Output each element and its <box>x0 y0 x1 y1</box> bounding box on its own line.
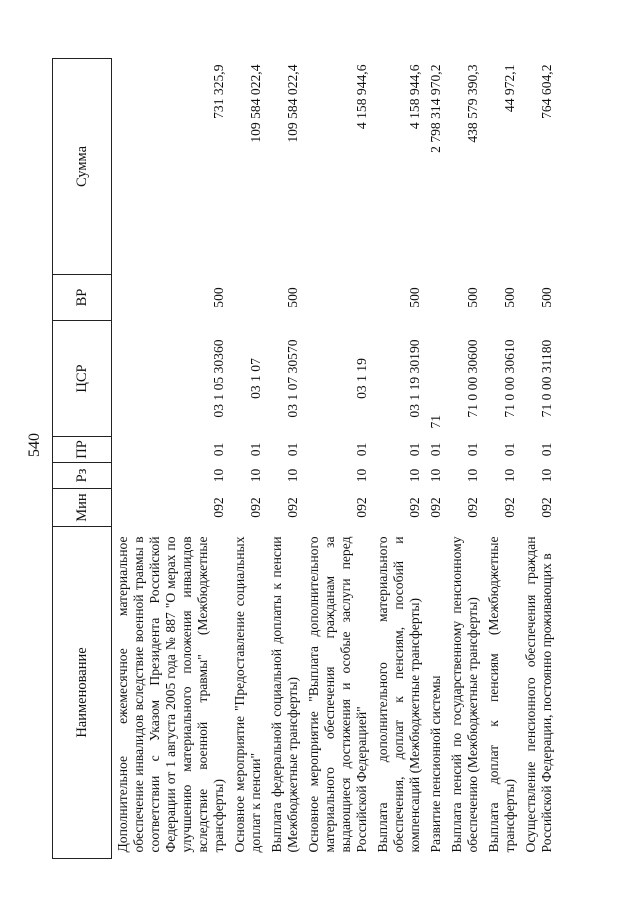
row-vr <box>303 275 372 321</box>
row-rz: 10 <box>539 468 554 483</box>
header-rz: Рз <box>53 463 112 489</box>
row-name: Основное мероприятие "Выплата дополнительного материального обеспечения гражданам за выдающиеся достижения и особые заслуги перед Российской Федерацией" <box>306 536 369 853</box>
row-rz: 10 <box>248 468 263 483</box>
row-name: Выплата пенсий по государственному пенсионному обеспечению (Межбюджетные трансферты) <box>449 536 480 853</box>
row-csr: 71 0 00 30600 <box>465 339 480 418</box>
row-csr: 03 1 07 30570 <box>285 339 300 418</box>
budget-table <box>52 58 557 859</box>
row-csr: 03 1 19 30190 <box>407 339 422 418</box>
row-sum: 4 158 944,6 <box>354 64 369 130</box>
row-pr: 01 <box>285 442 300 457</box>
row-csr: 03 1 19 <box>354 358 369 399</box>
row-min: 092 <box>428 497 443 518</box>
header-name: Наименование <box>53 527 112 859</box>
row-vr: 500 <box>539 287 554 308</box>
header-pr: ПР <box>53 437 112 463</box>
header-min: Мин <box>53 489 112 527</box>
row-min: 092 <box>248 497 263 518</box>
row-name: Развитие пенсионной системы <box>428 675 443 853</box>
row-name: Выплата дополнительного материального обеспечения, доплат к пенсиям, пособий и компенсаций (Межбюджетные трансферты) <box>375 536 422 853</box>
row-min: 092 <box>465 497 480 518</box>
row-sum: 109 584 022,4 <box>248 64 263 143</box>
row-name: Дополнительное ежемесячное материальное обеспечение инвалидов вследствие военной травмы в соответствии с Указом Президента Российской Федерации от 1 августа 2005 года № 887 "О мерах по улучшению материального положения инвалидов вследствие военной травмы" (Межбюджетные трансферты) <box>115 536 226 853</box>
row-csr: 71 <box>428 414 443 429</box>
row-min: 092 <box>539 497 554 518</box>
row-pr: 01 <box>539 442 554 457</box>
header-sum: Сумма <box>53 59 112 275</box>
row-pr: 01 <box>248 442 263 457</box>
row-sum: 44 972,1 <box>502 64 517 113</box>
row-sum: 2 798 314 970,2 <box>428 64 443 153</box>
row-csr: 71 0 00 30610 <box>502 339 517 418</box>
header-csr: ЦСР <box>53 321 112 437</box>
row-csr: 03 1 05 30360 <box>211 339 226 418</box>
row-vr: 500 <box>407 287 422 308</box>
row-name: Основное мероприятие "Предоставление социальных доплат к пенсии" <box>232 536 263 853</box>
row-sum: 4 158 944,6 <box>407 64 422 130</box>
row-rz: 10 <box>211 468 226 483</box>
table-row <box>372 59 425 859</box>
row-pr: 01 <box>502 442 517 457</box>
rotated-page-content <box>52 59 598 859</box>
row-rz: 10 <box>285 468 300 483</box>
row-name: Выплата федеральной социальной доплаты к пенсии (Межбюджетные трансферты) <box>269 536 300 853</box>
row-vr <box>229 275 266 321</box>
row-min: 092 <box>354 497 369 518</box>
table-row <box>229 59 266 859</box>
row-vr: 500 <box>465 287 480 308</box>
row-pr: 01 <box>211 442 226 457</box>
row-csr: 71 0 00 31180 <box>539 339 554 418</box>
row-vr <box>425 275 446 321</box>
row-rz: 10 <box>465 468 480 483</box>
row-min: 092 <box>211 497 226 518</box>
row-pr: 01 <box>354 442 369 457</box>
row-name: Выплата доплат к пенсиям (Межбюджетные трансферты) <box>486 536 517 853</box>
row-min: 092 <box>502 497 517 518</box>
table-row <box>112 59 230 859</box>
row-name: Осуществление пенсионного обеспечения граждан Российской Федерации, постоянно проживающих в <box>523 536 554 853</box>
row-pr: 01 <box>407 442 422 457</box>
row-vr: 500 <box>285 287 300 308</box>
table-row <box>266 59 303 859</box>
row-sum: 109 584 022,4 <box>285 64 300 143</box>
table-row <box>303 59 372 859</box>
row-pr: 01 <box>465 442 480 457</box>
row-csr: 03 1 07 <box>248 358 263 399</box>
row-rz: 10 <box>502 468 517 483</box>
page-number: 540 <box>26 433 43 457</box>
table-row <box>483 59 520 859</box>
row-sum: 438 579 390,3 <box>465 64 480 143</box>
table-row <box>425 59 446 859</box>
row-rz: 10 <box>407 468 422 483</box>
row-vr: 500 <box>211 287 226 308</box>
table-header-row <box>53 59 112 859</box>
row-min: 092 <box>285 497 300 518</box>
row-sum: 764 604,2 <box>539 64 554 119</box>
table-row <box>446 59 483 859</box>
row-min: 092 <box>407 497 422 518</box>
table-row <box>520 59 557 859</box>
header-vr: ВР <box>53 275 112 321</box>
row-vr: 500 <box>502 287 517 308</box>
row-rz: 10 <box>428 468 443 483</box>
row-pr: 01 <box>428 442 443 457</box>
row-sum: 731 325,9 <box>211 64 226 119</box>
row-rz: 10 <box>354 468 369 483</box>
